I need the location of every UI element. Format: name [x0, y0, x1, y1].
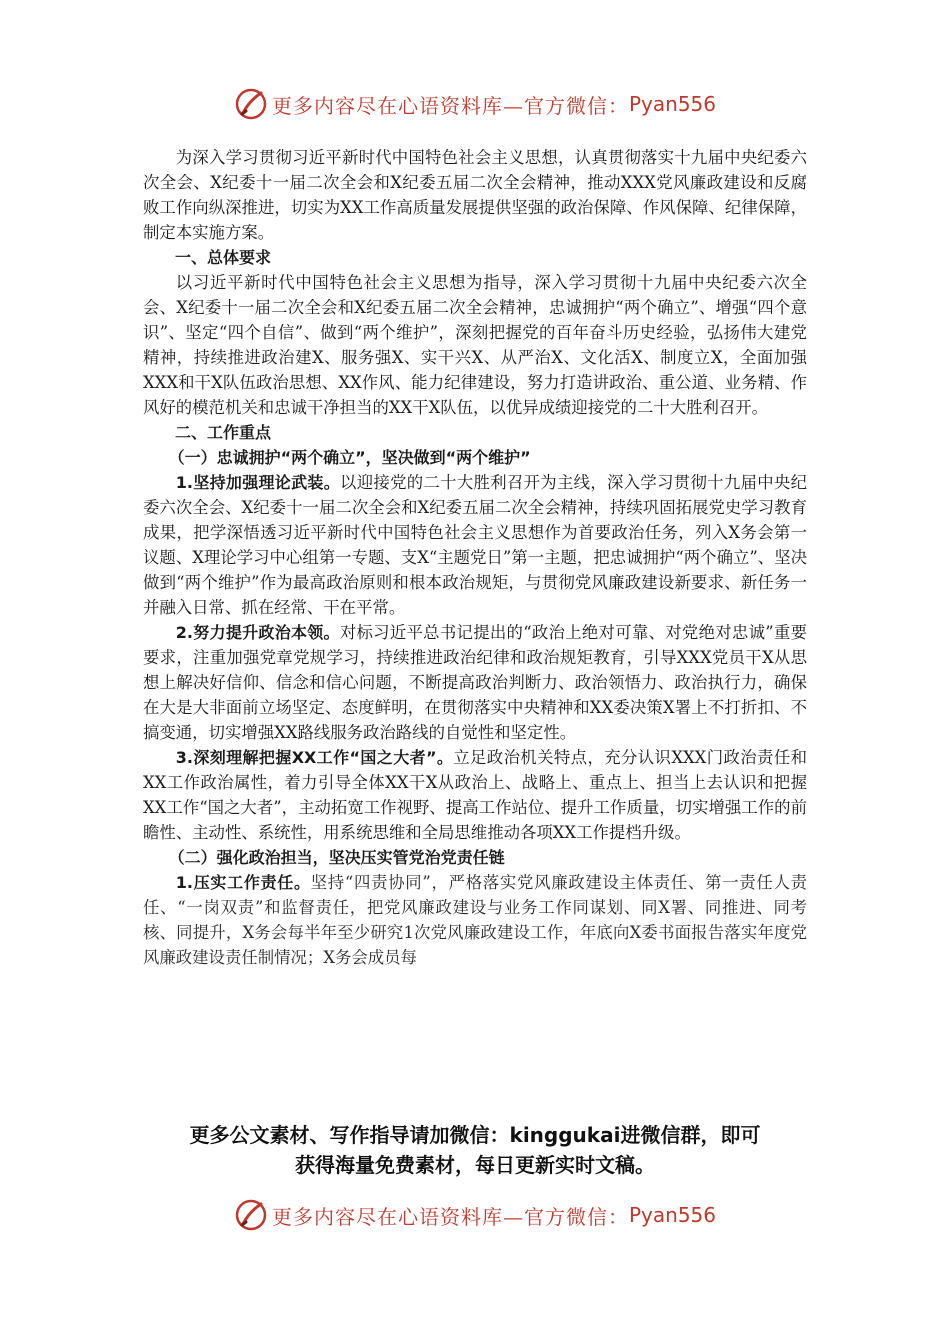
brush-logo-icon	[234, 1198, 268, 1232]
document-body	[143, 145, 807, 970]
item-1-3	[143, 745, 807, 845]
heading-overall-requirements: 一、总体要求	[175, 248, 272, 267]
item-1-2-lead: 2.努力提升政治本领。	[175, 623, 340, 642]
heading-work-focus: 二、工作重点	[175, 423, 272, 442]
footer-watermark-banner	[0, 1193, 950, 1237]
item-2-1-text: 坚持“四责协同”，严格落实党风廉政建设主体责任、第一责任人责任、“一岗双责”和监督责任，把党风廉政建设与业务工作同谋划、同X署、同推进、同考核、同提升，X务会每半年至少研究1次党风廉政建设工作，年底向X委书面报告落实年度党风廉政建设责任制情况；X务会成员每	[143, 873, 807, 967]
item-1-3-lead: 3.深刻理解把握XX工作“国之大者”。	[175, 748, 454, 767]
item-1-3-text: 立足政治机关特点，充分认识XXX门政治责任和XX工作政治属性，着力引导全体XX干X从政治上、战略上、重点上、担当上去认识和把握XX工作“国之大者”，主动拓宽工作视野、提高工作站位、提升工作质量，切实增强工作的前瞻性、主动性、系统性，用系统思维和全局思维推动各项XX工作提档升级。	[143, 748, 807, 842]
banner-text: 更多内容尽在心语资料库—官方微信：	[271, 1204, 629, 1229]
subheading-two: （二）强化政治担当，坚决压实管党治党责任链	[168, 848, 505, 867]
banner-text: 更多内容尽在心语资料库—官方微信：	[271, 93, 629, 118]
item-2-1	[143, 870, 807, 970]
item-1-1-text: 以迎接党的二十大胜利召开为主线，深入学习贯彻十九届中央纪委六次全会、X纪委十一届二次全会和X纪委五届二次全会精神，持续巩固拓展党史学习教育成果，把学深悟透习近平新时代中国特色社会主义思想作为首要政治任务，列入X务会第一议题、X理论学习中心组第一专题、支X“主题党日”第一主题，把忠诚拥护“两个确立”、坚决做到“两个维护”作为最高政治原则和根本政治规矩，与贯彻党风廉政建设新要求、新任务一并融入日常、抓在经常、干在平常。	[143, 473, 807, 617]
item-2-1-lead: 1.压实工作责任。	[175, 873, 311, 892]
item-1-2-text: 对标习近平总书记提出的“政治上绝对可靠、对党绝对忠诚”重要要求，注重加强党章党规学习，持续推进政治纪律和政治规矩教育，引导XXX党员干X从思想上解决好信仰、信念和信心问题，不断提高政治判断力、政治领悟力、政治执行力，确保在大是大非面前立场坚定、态度鲜明，在贯彻落实中央精神和XX委决策X署上不打折扣、不搞变通，切实增强XX路线服务政治路线的自觉性和坚定性。	[143, 623, 807, 742]
item-1-1-lead: 1.坚持加强理论武装。	[175, 473, 340, 492]
header-watermark-banner	[0, 82, 950, 126]
overall-paragraph: 以习近平新时代中国特色社会主义思想为指导，深入学习贯彻十九届中央纪委六次全会、X纪委十一届二次全会和X纪委五届二次全会精神，忠诚拥护“两个确立”、增强“四个意识”、坚定“四个自信”、做到“两个维护”，深刻把握党的百年奋斗历史经验，弘扬伟大建党精神，持续推进政治建X、服务强X、实干兴X、从严治X、文化活X、制度立X，全面加强XXX和干X队伍政治思想、XX作风、能力纪律建设，努力打造讲政治、重公道、业务精、作风好的模范机关和忠诚干净担当的XX干X队伍，以优异成绩迎接党的二十大胜利召开。	[143, 273, 807, 417]
promo-line-2: 获得海量免费素材，每日更新实时文稿。	[295, 1153, 655, 1177]
subheading-one: （一）忠诚拥护“两个确立”，坚决做到“两个维护”	[168, 448, 531, 467]
item-1-1	[143, 470, 807, 620]
promo-notice	[100, 1120, 850, 1180]
promo-line-1: 更多公文素材、写作指导请加微信：kinggukai进微信群，即可	[189, 1123, 761, 1147]
brush-logo-icon	[234, 87, 268, 121]
item-1-2	[143, 620, 807, 745]
banner-wechat-id: Pyan556	[628, 1203, 716, 1227]
banner-wechat-id: Pyan556	[628, 92, 716, 116]
intro-paragraph: 为深入学习贯彻习近平新时代中国特色社会主义思想，认真贯彻落实十九届中央纪委六次全会、X纪委十一届二次全会和X纪委五届二次全会精神，推动XXX党风廉政建设和反腐败工作向纵深推进，切实为XX工作高质量发展提供坚强的政治保障、作风保障、纪律保障，制定本实施方案。	[143, 148, 807, 242]
